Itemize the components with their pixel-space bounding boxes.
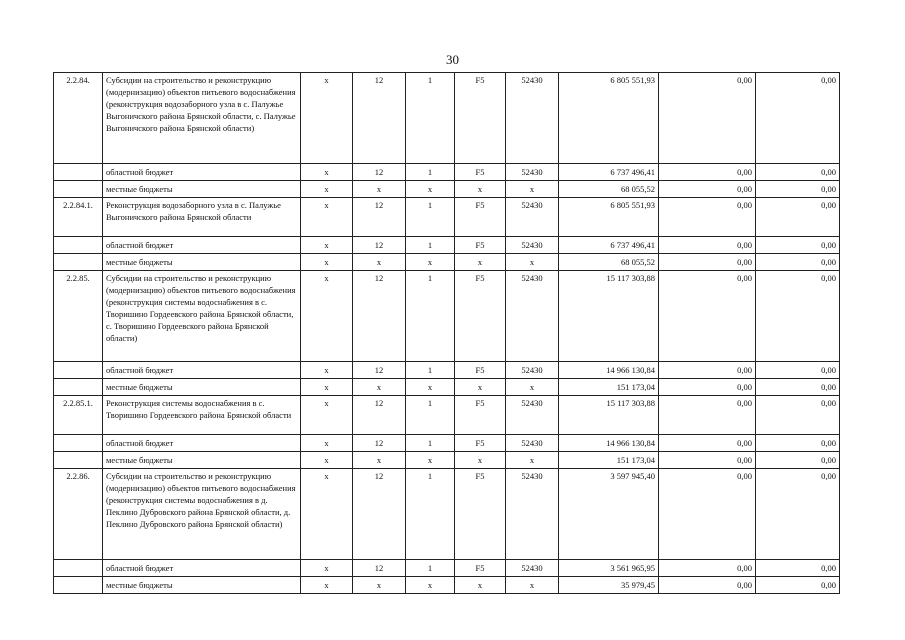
amount-cell: 0,00 [756,396,840,435]
amount-cell: 15 117 303,88 [559,396,659,435]
code-cell: 12 [353,198,406,237]
code-cell: x [301,577,353,594]
table-row [54,469,840,560]
code-cell: 1 [406,469,455,560]
row-number-cell [54,379,103,396]
code-cell: x [301,198,353,237]
amount-cell: 0,00 [756,560,840,577]
amount-cell: 68 055,52 [559,181,659,198]
code-cell: 12 [353,164,406,181]
code-cell: 52430 [506,73,559,164]
table-row [54,396,840,435]
code-cell: 52430 [506,396,559,435]
amount-cell: 0,00 [659,560,756,577]
code-cell: 1 [406,73,455,164]
amount-cell: 0,00 [659,577,756,594]
code-cell: F5 [455,560,506,577]
code-cell: x [506,379,559,396]
code-cell: x [301,254,353,271]
code-cell: x [506,452,559,469]
amount-cell: 151 173,04 [559,452,659,469]
code-cell: F5 [455,198,506,237]
amount-cell: 14 966 130,84 [559,362,659,379]
amount-cell: 0,00 [756,181,840,198]
row-number-cell [54,181,103,198]
page-number: 30 [446,52,459,67]
amount-cell: 0,00 [659,469,756,560]
code-cell: 1 [406,271,455,362]
code-cell: x [455,452,506,469]
amount-cell: 0,00 [659,237,756,254]
code-cell: 12 [353,73,406,164]
table-row [54,198,840,237]
row-number-cell: 2.2.85.1. [54,396,103,435]
code-cell: F5 [455,237,506,254]
row-name-cell: областной бюджет [103,560,301,577]
code-cell: 52430 [506,560,559,577]
row-number-cell: 2.2.86. [54,469,103,560]
code-cell: x [353,577,406,594]
amount-cell: 0,00 [756,164,840,181]
amount-cell: 0,00 [756,271,840,362]
amount-cell: 0,00 [756,577,840,594]
amount-cell: 0,00 [659,396,756,435]
code-cell: x [455,379,506,396]
code-cell: x [301,452,353,469]
table-row [54,254,840,271]
row-number-cell [54,362,103,379]
row-name-cell: местные бюджеты [103,577,301,594]
code-cell: 12 [353,560,406,577]
row-number-cell [54,164,103,181]
code-cell: F5 [455,435,506,452]
code-cell: 52430 [506,469,559,560]
code-cell: x [301,271,353,362]
amount-cell: 0,00 [659,435,756,452]
amount-cell: 0,00 [659,379,756,396]
amount-cell: 0,00 [659,164,756,181]
code-cell: 52430 [506,362,559,379]
row-number-cell [54,254,103,271]
table-row [54,435,840,452]
code-cell: x [301,73,353,164]
row-name-cell: областной бюджет [103,164,301,181]
amount-cell: 35 979,45 [559,577,659,594]
row-number-cell [54,577,103,594]
table-row [54,181,840,198]
amount-cell: 0,00 [659,452,756,469]
table-row [54,379,840,396]
code-cell: 52430 [506,237,559,254]
code-cell: 12 [353,469,406,560]
row-number-cell [54,560,103,577]
code-cell: x [455,577,506,594]
row-number-cell [54,435,103,452]
code-cell: x [353,181,406,198]
code-cell: x [506,254,559,271]
code-cell: 1 [406,560,455,577]
code-cell: x [406,379,455,396]
code-cell: F5 [455,362,506,379]
code-cell: x [301,181,353,198]
code-cell: 52430 [506,198,559,237]
row-name-cell: местные бюджеты [103,452,301,469]
code-cell: x [406,181,455,198]
code-cell: F5 [455,396,506,435]
table-row [54,362,840,379]
amount-cell: 0,00 [756,254,840,271]
amount-cell: 0,00 [659,181,756,198]
row-name-cell: местные бюджеты [103,181,301,198]
code-cell: x [406,577,455,594]
code-cell: x [353,452,406,469]
row-name-cell: Субсидии на строительство и реконструкцию (модернизацию) объектов питьевого водоснабжения (реконструкция водозаборного узла в с. Палужье Выгоничского района Брянской области, с. Палужье Выгоничского района Брянской области) [103,73,301,164]
code-cell: 12 [353,237,406,254]
code-cell: x [406,254,455,271]
amount-cell: 0,00 [756,452,840,469]
amount-cell: 0,00 [756,198,840,237]
code-cell: 1 [406,198,455,237]
code-cell: x [301,379,353,396]
row-name-cell: Реконструкция системы водоснабжения в с. Творишино Гордеевского района Брянской области [103,396,301,435]
code-cell: F5 [455,469,506,560]
amount-cell: 0,00 [756,237,840,254]
row-number-cell: 2.2.84. [54,73,103,164]
code-cell: x [353,379,406,396]
code-cell: x [406,452,455,469]
amount-cell: 0,00 [756,73,840,164]
amount-cell: 3 561 965,95 [559,560,659,577]
code-cell: 1 [406,164,455,181]
row-name-cell: Реконструкция водозаборного узла в с. Палужье Выгоничского района Брянской области [103,198,301,237]
row-name-cell: областной бюджет [103,435,301,452]
code-cell: F5 [455,73,506,164]
table-row [54,164,840,181]
table-row [54,237,840,254]
code-cell: 12 [353,435,406,452]
amount-cell: 0,00 [659,271,756,362]
amount-cell: 68 055,52 [559,254,659,271]
code-cell: x [506,577,559,594]
amount-cell: 6 805 551,93 [559,198,659,237]
code-cell: 12 [353,362,406,379]
row-number-cell [54,237,103,254]
amount-cell: 6 805 551,93 [559,73,659,164]
amount-cell: 3 597 945,40 [559,469,659,560]
amount-cell: 0,00 [659,362,756,379]
amount-cell: 0,00 [756,469,840,560]
amount-cell: 0,00 [756,435,840,452]
code-cell: 52430 [506,271,559,362]
code-cell: x [301,164,353,181]
code-cell: x [301,362,353,379]
amount-cell: 15 117 303,88 [559,271,659,362]
code-cell: x [455,254,506,271]
table-row [54,560,840,577]
table-row [54,452,840,469]
code-cell: x [301,435,353,452]
code-cell: F5 [455,164,506,181]
code-cell: 12 [353,271,406,362]
code-cell: F5 [455,271,506,362]
code-cell: x [301,560,353,577]
code-cell: x [301,469,353,560]
row-name-cell: областной бюджет [103,237,301,254]
code-cell: 52430 [506,435,559,452]
budget-table [53,72,840,594]
amount-cell: 0,00 [659,73,756,164]
row-name-cell: Субсидии на строительство и реконструкцию (модернизацию) объектов питьевого водоснабжения (реконструкция системы водоснабжения в с. Творишино Гордеевского района Брянской области, с. Творишино Гордеевского района Брянской области) [103,271,301,362]
amount-cell: 14 966 130,84 [559,435,659,452]
code-cell: x [455,181,506,198]
amount-cell: 6 737 496,41 [559,164,659,181]
code-cell: x [353,254,406,271]
amount-cell: 0,00 [659,198,756,237]
code-cell: 12 [353,396,406,435]
code-cell: 1 [406,396,455,435]
amount-cell: 151 173,04 [559,379,659,396]
amount-cell: 6 737 496,41 [559,237,659,254]
row-name-cell: местные бюджеты [103,379,301,396]
row-number-cell [54,452,103,469]
amount-cell: 0,00 [756,362,840,379]
row-number-cell: 2.2.84.1. [54,198,103,237]
code-cell: x [301,396,353,435]
code-cell: 1 [406,435,455,452]
code-cell: x [301,237,353,254]
amount-cell: 0,00 [659,254,756,271]
row-name-cell: Субсидии на строительство и реконструкцию (модернизацию) объектов питьевого водоснабжения (реконструкция системы водоснабжения в д. Пеклино Дубровского района Брянской области, д. Пеклино Дубровского района Брянской области) [103,469,301,560]
table-row [54,73,840,164]
row-number-cell: 2.2.85. [54,271,103,362]
amount-cell: 0,00 [756,379,840,396]
table-row [54,577,840,594]
row-name-cell: местные бюджеты [103,254,301,271]
code-cell: 1 [406,362,455,379]
code-cell: 52430 [506,164,559,181]
code-cell: x [506,181,559,198]
row-name-cell: областной бюджет [103,362,301,379]
table-row [54,271,840,362]
code-cell: 1 [406,237,455,254]
